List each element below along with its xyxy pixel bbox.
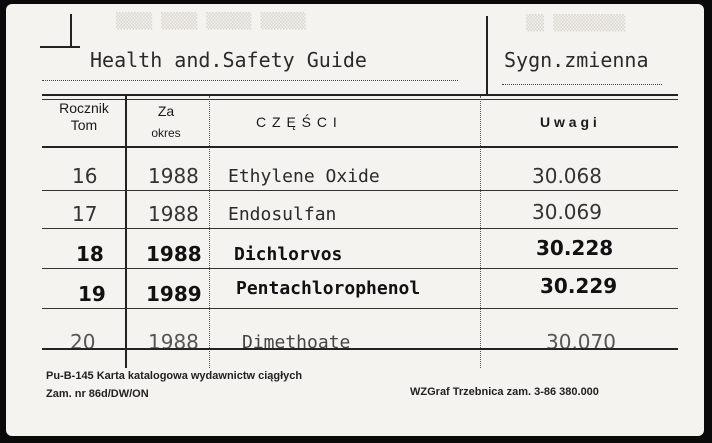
row-note: 30.070 [546,330,616,354]
row-rule [42,268,678,269]
column-header-okres: okres [151,126,181,140]
bleed-through-text-right: ▒▒ ▒▒▒▒▒▒▒▒ [526,14,626,32]
row-tom: 17 [72,202,98,226]
row-part: Pentachlorophenol [236,278,421,299]
row-rule [42,190,678,191]
column-header-uwagi: U w a g i [540,114,597,130]
column-header-tom: Tom [70,117,98,133]
row-part: Dimethoate [242,332,351,353]
card-title: Health and.Safety Guide [90,48,367,72]
row-year: 1988 [148,202,199,226]
column-header-rocznik-tom [44,100,124,134]
row-part: Endosulfan [228,204,337,225]
header-underline-right [502,84,662,85]
header-underline-left [42,80,458,81]
column-header-za-okres [126,100,206,144]
bleed-through-text: ▒▒▒▒ ▒▒▒▒ ▒▒▒▒▒ ▒▒▒▒▒ [116,12,306,30]
catalog-card [6,4,704,436]
footer-order-number: Zam. nr 86d/DW/ON [46,388,149,400]
column-header-czesci: C Z Ę Ś C I [256,114,338,130]
row-note: 30.068 [532,164,602,188]
header-divider [486,16,488,96]
column-divider-2 [209,96,210,368]
row-year: 1988 [146,242,202,266]
header-rule-1 [42,94,678,96]
row-tom: 18 [76,242,104,266]
row-tom: 16 [72,164,98,188]
row-rule [42,228,678,229]
corner-mark-horizontal [40,46,80,48]
row-part: Ethylene Oxide [228,166,380,187]
row-year: 1989 [146,282,202,306]
column-header-rule [42,146,678,148]
row-tom: 20 [70,330,96,354]
row-tom: 19 [78,282,106,306]
column-header-rocznik: Rocznik [59,100,109,116]
corner-mark-vertical [70,14,72,48]
column-divider-3 [480,96,481,368]
row-part: Dichlorvos [234,244,343,265]
row-note: 30.229 [540,274,618,298]
row-rule [42,308,678,309]
footer-printer: WZGraf Trzebnica zam. 3-86 380.000 [410,386,599,398]
column-header-za: Za [157,103,175,119]
row-note: 30.069 [532,200,602,224]
table-bottom-rule [42,348,678,350]
row-year: 1988 [148,164,199,188]
row-year: 1988 [148,330,199,354]
footer-form-name: Pu-B-145 Karta katalogowa wydawnictw ciągłych [46,370,303,382]
column-divider-1 [125,96,127,368]
row-note: 30.228 [536,236,614,260]
signature-label: Sygn.zmienna [504,48,649,72]
